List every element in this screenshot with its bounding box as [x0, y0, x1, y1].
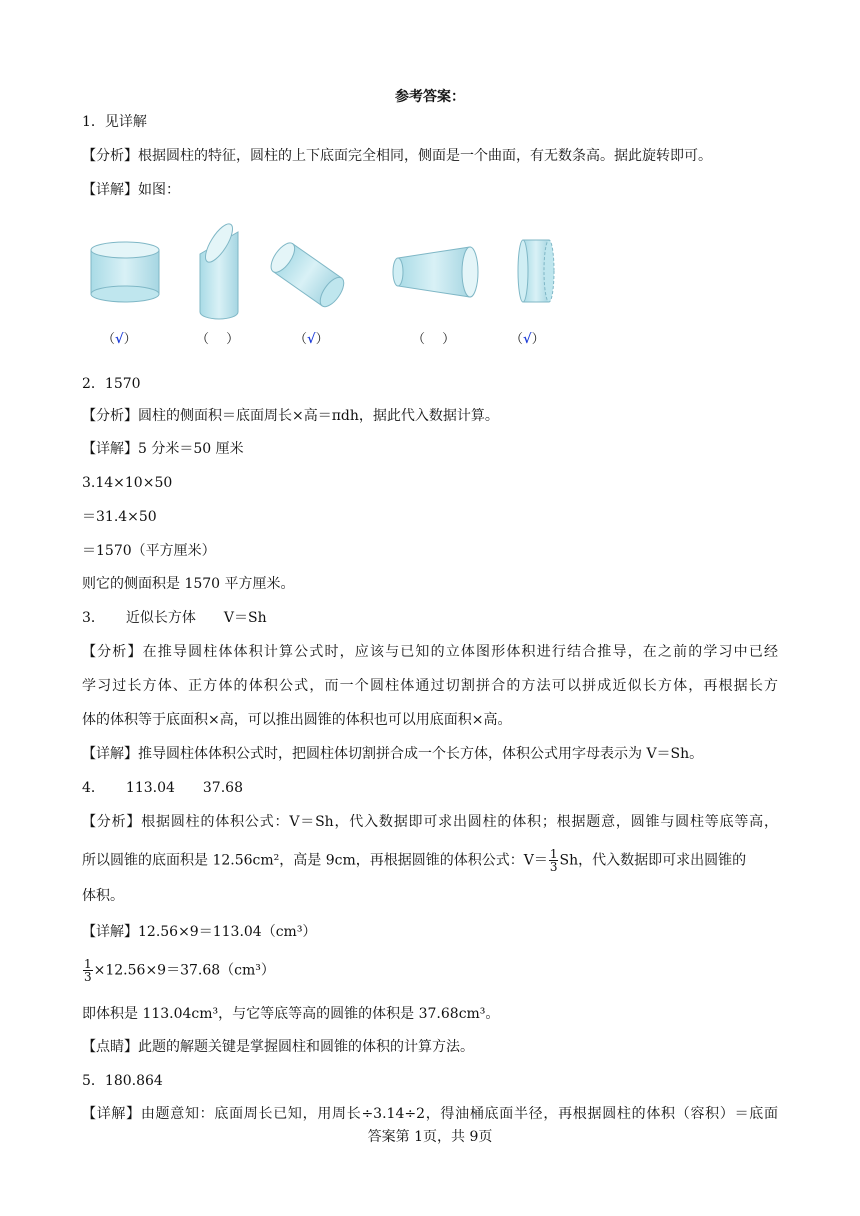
q4-analysis-line-3: 体积。 — [82, 888, 124, 904]
cylinder-figures — [82, 214, 582, 354]
q4-analysis-line-2b: Sh，代入数据即可求出圆锥的 — [559, 852, 747, 869]
q4-head: 4． 113.04 37.68 — [82, 780, 243, 796]
check-icon: √ — [523, 332, 532, 347]
fraction-one-third: $\frac{1}{3}$ — [84, 957, 92, 984]
figure-cylinder-slanted — [200, 220, 238, 319]
q4-analysis-line-2 — [82, 848, 746, 873]
q1-head: 1．见详解 — [82, 114, 147, 130]
q4-analysis-line-2a: 所以圆锥的底面积是 12.56cm²，高是 9cm，再根据圆锥的体积公式：V＝ — [82, 852, 548, 869]
figure-cylinder-upright — [91, 242, 159, 302]
figure-1-mark: （√） — [102, 332, 137, 347]
q5-detail: 【详解】由题意知：底面周长已知，用周长÷3.14÷2，得油桶底面半径，再根据圆柱的体积（容积）＝底面 — [82, 1106, 778, 1122]
q4-conclusion: 即体积是 113.04cm³，与它等底等高的圆锥的体积是 37.68cm³。 — [82, 1006, 500, 1022]
figure-4-mark: （ ） — [412, 332, 456, 347]
cylinder-orientations-figure — [82, 214, 582, 354]
page-title: 参考答案： — [395, 89, 465, 105]
figure-frustum-sideways — [393, 247, 478, 297]
q4-detail-2: ×12.56×9＝37.68（cm³） — [93, 962, 275, 979]
q2-calc-3: ＝1570（平方厘米） — [82, 543, 216, 559]
check-icon: √ — [307, 332, 316, 347]
q2-calc-2: ＝31.4×50 — [82, 509, 157, 525]
q4-detail-1: 【详解】12.56×9＝113.04（cm³） — [82, 924, 317, 940]
q2-calc-1: 3.14×10×50 — [82, 475, 173, 491]
figure-cylinder-tilted — [267, 239, 349, 310]
figure-3-mark: （√） — [294, 332, 329, 347]
q4-comment: 【点睛】此题的解题关键是掌握圆柱和圆锥的体积的计算方法。 — [82, 1039, 474, 1055]
q3-head: 3． 近似长方体 V＝Sh — [82, 610, 267, 626]
q3-analysis-line-3: 体的体积等于底面积×高，可以推出圆锥的体积也可以用底面积×高。 — [82, 712, 512, 728]
q5-head: 5．180.864 — [82, 1073, 163, 1089]
figure-2-mark: （ ） — [196, 332, 240, 347]
q2-head: 2．1570 — [82, 376, 141, 392]
q4-analysis-line-1: 【分析】根据圆柱的体积公式：V＝Sh，代入数据即可求出圆柱的体积；根据题意，圆锥与圆柱等底等高， — [82, 814, 778, 830]
q3-detail: 【详解】推导圆柱体体积公式时，把圆柱体切割拼合成一个长方体，体积公式用字母表示为 V＝Sh。 — [82, 746, 704, 762]
q1-detail: 【详解】如图： — [82, 182, 180, 198]
fraction-one-third: $\frac{1}{3}$ — [549, 847, 558, 874]
figure-cylinder-sideways — [518, 240, 554, 302]
q2-conclusion: 则它的侧面积是 1570 平方厘米。 — [82, 576, 295, 592]
q3-analysis-line-2: 学习过长方体、正方体的体积公式，而一个圆柱体通过切割拼合的方法可以拼成近似长方体，再根据长方 — [82, 678, 778, 694]
q2-analysis: 【分析】圆柱的侧面积＝底面周长×高＝πdh，据此代入数据计算。 — [82, 408, 499, 424]
figure-5-mark: （√） — [510, 332, 545, 347]
check-icon: √ — [115, 332, 124, 347]
q1-analysis: 【分析】根据圆柱的特征，圆柱的上下底面完全相同，侧面是一个曲面，有无数条高。据此旋转即可。 — [82, 148, 712, 164]
q2-detail: 【详解】5 分米＝50 厘米 — [82, 441, 244, 457]
q3-analysis-line-1: 【分析】在推导圆柱体体积计算公式时，应该与已知的立体图形体积进行结合推导，在之前的学习中已经 — [82, 644, 778, 660]
q4-detail-2-line — [82, 958, 275, 983]
page-footer: 答案第 1页，共 9页 — [367, 1129, 493, 1145]
